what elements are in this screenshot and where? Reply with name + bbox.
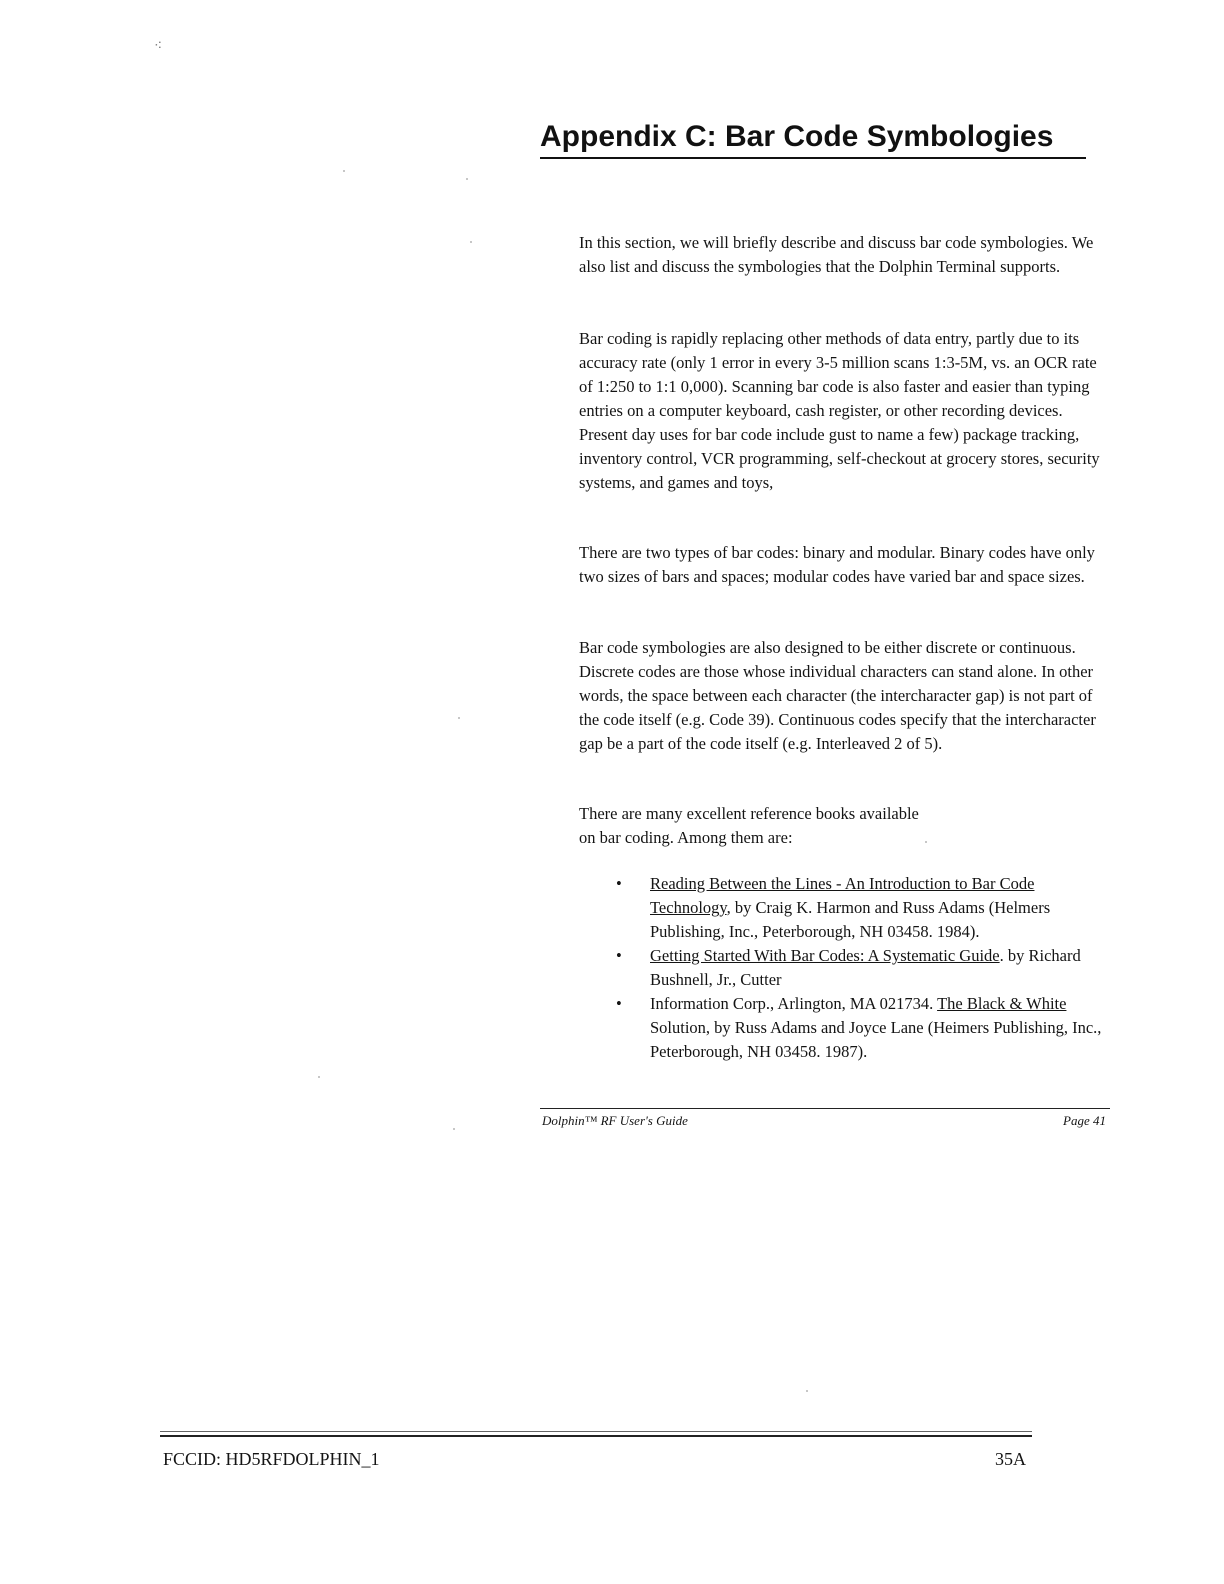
reference-details: Solution, by Russ Adams and Joyce Lane (Heimers Publishing, Inc., Peterborough, NH 03458. 1987).: [650, 1018, 1102, 1061]
bullet-icon: •: [616, 994, 622, 1013]
list-item: [579, 944, 1114, 992]
fcc-divider: [160, 1435, 1032, 1437]
reference-lead: Information Corp., Arlington, MA 021734.: [650, 994, 938, 1013]
running-footer-title: Dolphin™ RF User's Guide: [542, 1113, 688, 1128]
reference-title: Getting Started With Bar Codes: A Systematic Guide: [650, 946, 1000, 965]
scan-noise-dot: [925, 841, 927, 843]
intro-paragraph: In this section, we will briefly describe and discuss bar code symbologies. We also list and discuss the symbologies that the Dolphin Terminal supports.: [579, 233, 1094, 276]
references-intro-paragraph: There are many excellent reference books available on bar coding. Among them are:: [579, 804, 919, 847]
scan-noise-dot: [458, 717, 460, 719]
page-number: Page 41: [1063, 1113, 1106, 1128]
list-item: [579, 992, 1114, 1064]
scan-noise-dot: [318, 1076, 320, 1078]
title-underline: [540, 157, 1086, 159]
bullet-icon: •: [616, 946, 622, 965]
footer-divider: [540, 1108, 1110, 1109]
scan-noise-dot: [470, 241, 472, 243]
reference-title: Reading Between the Lines - An Introduction to Bar Code Technology: [650, 874, 1035, 917]
fcc-id-label: FCCID: HD5RFDOLPHIN_1: [163, 1449, 380, 1469]
discrete-continuous-paragraph: Bar code symbologies are also designed to be either discrete or continuous. Discrete codes are those whose individual characters can stand alone. In other words, the space between each character (the intercharacter gap) is not part of the code itself (e.g. Code 39). Continuous codes specify that the intercharacter gap be a part of the code itself (e.g. Interleaved 2 of 5).: [579, 638, 1096, 753]
page-title: Appendix C: Bar Code Symbologies: [540, 120, 1054, 153]
accuracy-paragraph: Bar coding is rapidly replacing other methods of data entry, partly due to its accuracy rate (only 1 error in every 3-5 million scans 1:3-5M, vs. an OCR rate of 1:250 to 1:1 0,000). Scanning bar code is also faster and easier than typing entries on a computer keyboard, cash register, or other recording devices. Present day uses for bar code include gust to name a few) package tracking, inventory control, VCR programming, self-checkout at grocery stores, security systems, and games and toys,: [579, 329, 1100, 492]
types-paragraph: There are two types of bar codes: binary and modular. Binary codes have only two sizes of bars and spaces; modular codes have varied bar and space sizes.: [579, 543, 1095, 586]
reference-title: The Black & White: [937, 994, 1067, 1013]
reference-details: . by Richard Bushnell, Jr., Cutter: [650, 946, 1081, 989]
scan-noise-dot: [343, 170, 345, 172]
reference-details: , by Craig K. Harmon and Russ Adams (Helmers Publishing, Inc., Peterborough, NH 03458. 1984).: [650, 898, 1051, 941]
bullet-icon: •: [616, 874, 622, 893]
scan-noise-dot: [453, 1128, 455, 1130]
fcc-divider: [160, 1431, 1032, 1432]
scan-noise-dot: [806, 1390, 808, 1392]
exhibit-number: 35A: [995, 1449, 1026, 1469]
scan-noise-dot: [466, 178, 468, 180]
scan-speck-mark: ⁖: [154, 38, 163, 54]
list-item: [579, 872, 1114, 944]
reference-list: [579, 872, 1114, 1064]
